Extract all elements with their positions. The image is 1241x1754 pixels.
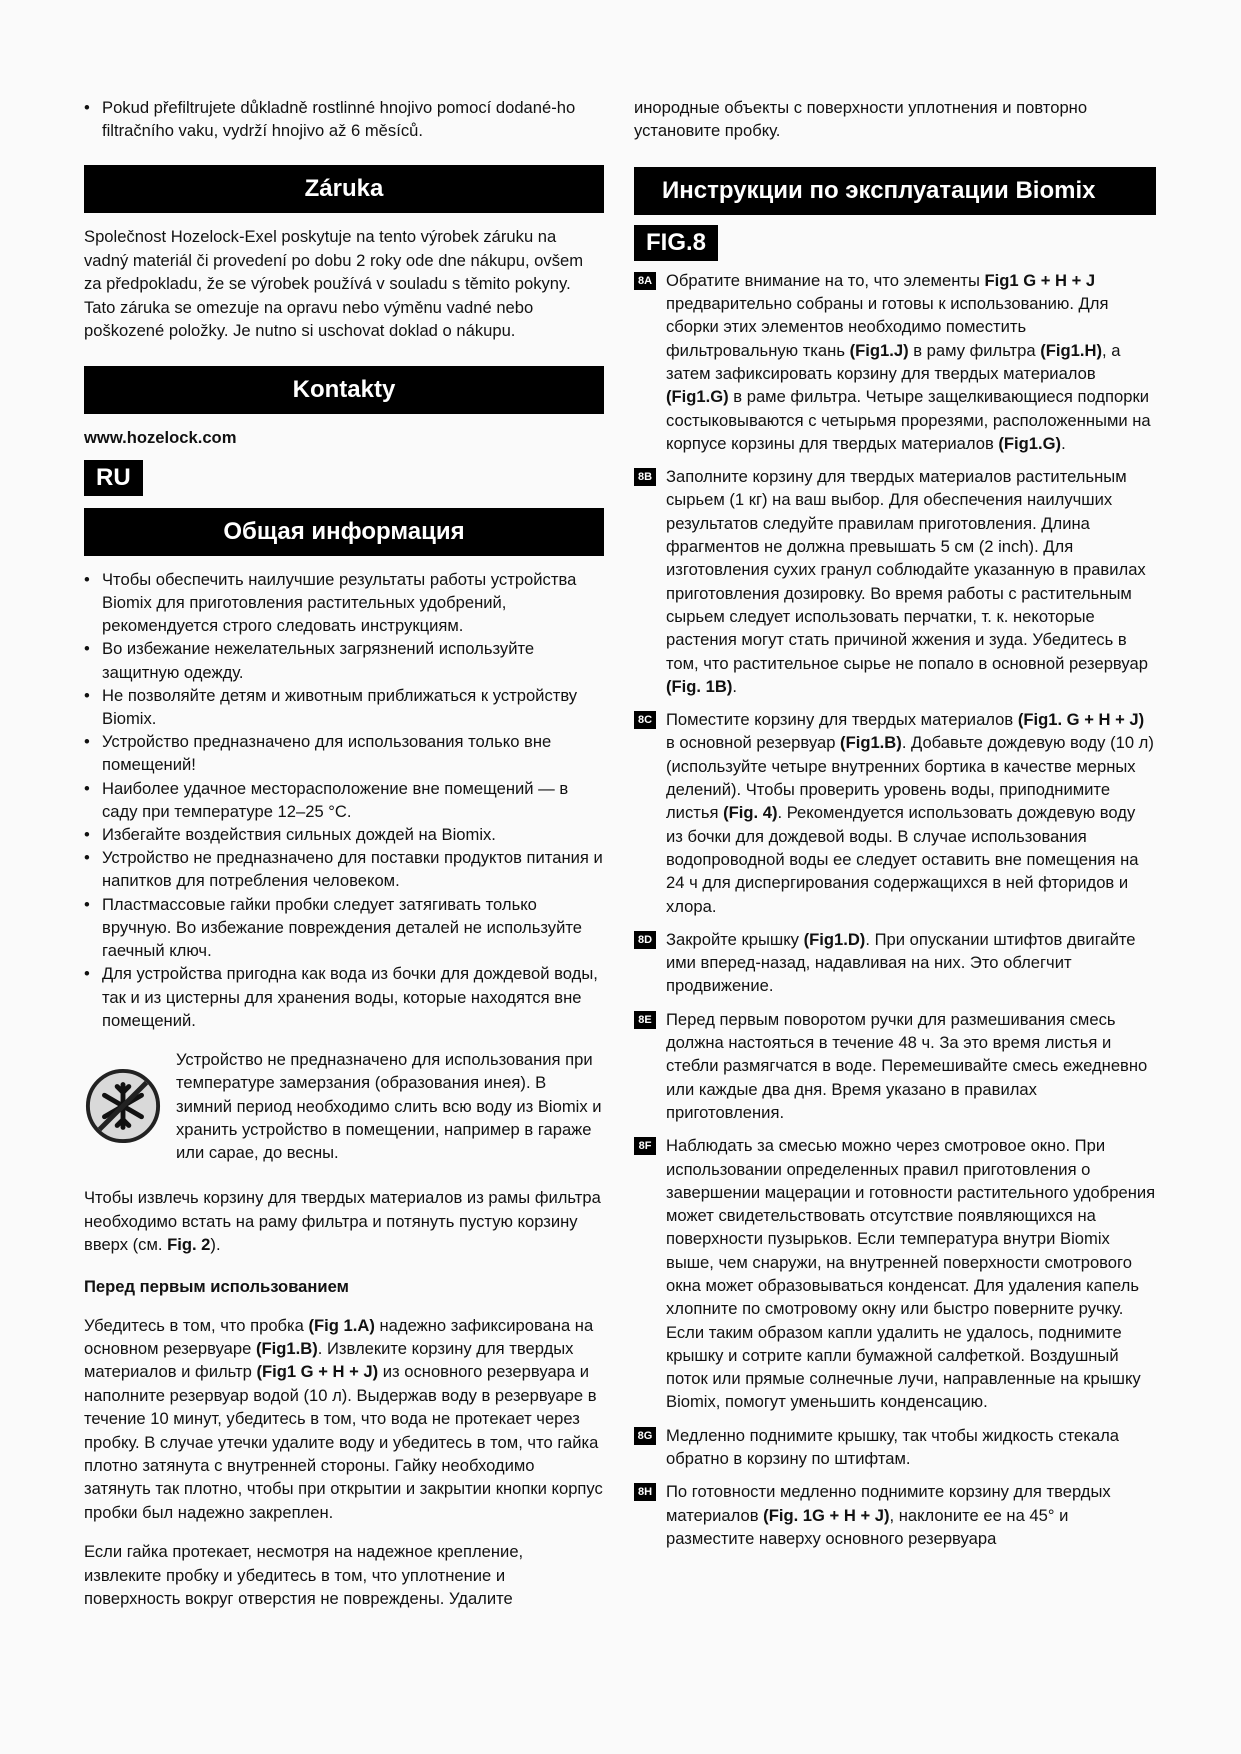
zaruka-text: Společnost Hozelock-Exel poskytuje na tento výrobek záruku na vadný materiál či provedení po dobu 2 roky ode dne nákupu, ovšem za předpokladu, že se výrobek používá v souladu s těmito pokyny. Tato záruka se omezuje na opravu nebo výměnu vadné nebo poškozené položky. Je nutno si uschovat doklad o nákupu. xyxy=(84,227,584,341)
zaruka-heading: Záruka xyxy=(84,165,604,213)
step-badge: 8F xyxy=(634,1137,656,1155)
general-bullet: • Устройство предназначено для использования только вне помещений! xyxy=(84,730,604,776)
right-column xyxy=(634,96,1156,1550)
step-badge: 8C xyxy=(634,711,656,729)
first-use-heading: Перед первым использованием xyxy=(84,1276,349,1296)
lang-tag-ru: RU xyxy=(84,460,143,496)
left-column xyxy=(84,96,604,1610)
intro-bullets xyxy=(84,96,604,142)
continued-text: инородные объекты с поверхности уплотнения и повторно установите пробку. xyxy=(634,98,1088,141)
website-link[interactable]: www.hozelock.com xyxy=(84,428,237,448)
step-badge: 8A xyxy=(634,272,656,290)
general-bullet: • Наиболее удачное месторасположение вне помещений — в саду при температуре 12–25 °C. xyxy=(84,777,604,823)
fig8-tag: FIG.8 xyxy=(634,225,718,261)
step-badge: 8D xyxy=(634,931,656,949)
general-bullet: • Чтобы обеспечить наилучшие результаты работы устройства Biomix для приготовления растительных удобрений, рекомендуется строго следовать инструкциям. xyxy=(84,568,604,638)
step-badge: 8E xyxy=(634,1011,656,1029)
step-badge: 8B xyxy=(634,468,656,486)
general-bullet: • Во избежание нежелательных загрязнений используйте защитную одежду. xyxy=(84,637,604,683)
general-bullet: • Не позволяйте детям и животным приближаться к устройству Biomix. xyxy=(84,684,604,730)
basket-removal-text: Чтобы извлечь корзину для твердых материалов из рамы фильтра необходимо встать на раму фильтра и потянуть пустую корзину вверх (см. Fig. 2). xyxy=(84,1188,601,1255)
step-badge: 8H xyxy=(634,1483,656,1501)
step-8g: 8G Медленно поднимите крышку, так чтобы жидкость стекала обратно в корзину по штифтам. xyxy=(634,1424,1156,1471)
first-use-text: Убедитесь в том, что пробка (Fig 1.A) надежно зафиксирована на основном резервуаре (Fig1.B). Извлеките корзину для твердых материалов и фильтр (Fig1 G + H + J) из основного резервуара и наполните резервуар водой (10 л). Выдержав воду в резервуаре в течение 10 минут, убедитесь в том, что вода не протекает через пробку. В случае утечки удалите воду и убедитесь в том, что гайка плотно затянута с внутренней стороны. Гайку необходимо затянуть так плотно, чтобы при открытии и закрытии кнопки корпус пробки был надежно закреплен. xyxy=(84,1315,603,1522)
step-8e: 8E Перед первым поворотом ручки для размешивания смесь должна настояться в течение 48 ч. За это время листья и стебли размягчатся в воде. Перемешивайте смесь ежедневно или каждые два дня. Время указано в правилах приготовления. xyxy=(634,1008,1156,1124)
step-8c: 8C Поместите корзину для твердых материалов (Fig1. G + H + J) в основной резервуар (Fig1.B). Добавьте дождевую воду (10 л) (используйте четыре внутренних бортика в качестве мерных делений). Чтобы проверить уровень воды, приподнимите листья (Fig. 4). Рекомендуется использовать дождевую воду из бочки для дождевой воды. В случае использования водопроводной воды ее следует оставить вне помещения на 24 ч для диспергирования содержащихся в ней фторидов и хлора. xyxy=(634,708,1156,918)
step-8a: 8A Обратите внимание на то, что элементы Fig1 G + H + J предварительно собраны и готовы к использованию. Для сборки этих элементов необходимо поместить фильтровальную ткань (Fig1.J) в раму фильтра (Fig1.H), а затем зафиксировать корзину для твердых материалов (Fig1.G) в раме фильтра. Четыре защелкивающиеся подпорки состыковываются с четырьмя прорезями, расположенными на корпусе корзины для твердых материалов (Fig1.G). xyxy=(634,269,1156,455)
frost-warning-text: Устройство не предназначено для использования при температуре замерзания (образования инея). В зимний период необходимо слить всю воду из Biomix и хранить устройство в помещении, например в гараже или сарае, до весны. xyxy=(176,1049,602,1163)
frost-warning xyxy=(84,1048,604,1164)
general-bullet: • Избегайте воздействия сильных дождей на Biomix. xyxy=(84,823,604,846)
biomix-instructions-heading: Инструкции по эксплуатации Biomix xyxy=(634,167,1156,215)
kontakty-heading: Kontakty xyxy=(84,366,604,414)
intro-bullet: • Pokud přefiltrujete důkladně rostlinné hnojivo pomocí dodané-ho filtračního vaku, vydrží hnojivo až 6 měsíců. xyxy=(84,96,604,142)
step-8f: 8F Наблюдать за смесью можно через смотровое окно. При использовании определенных правил приготовления о завершении мацерации и готовности растительного удобрения может свидетельствовать отсутствие появляющихся на поверхности пузырьков. Если температура внутри Biomix выше, чем снаружи, на внутренней поверхности смотрового окна может образовываться конденсат. Для удаления капель хлопните по смотровому окну или быстро поверните ручку. Если таким образом капли удалить не удалось, поднимите крышку и сотрите капли бумажной салфеткой. Воздушный поток или прямые солнечные лучи, направленные на крышку Biomix, помогут уменьшить конденсацию. xyxy=(634,1134,1156,1414)
general-bullet: • Устройство не предназначено для поставки продуктов питания и напитков для потребления человеком. xyxy=(84,846,604,892)
general-info-heading: Общая информация xyxy=(84,508,604,556)
no-frost-icon xyxy=(84,1067,162,1145)
leak-text: Если гайка протекает, несмотря на надежное крепление, извлеките пробку и убедитесь в том, что уплотнение и поверхность вокруг отверстия не повреждены. Удалите xyxy=(84,1542,524,1609)
general-bullets xyxy=(84,568,604,1032)
step-8d: 8D Закройте крышку (Fig1.D). При опускании штифтов двигайте ими вперед-назад, надавливая на них. Это облегчит продвижение. xyxy=(634,928,1156,998)
step-8b: 8B Заполните корзину для твердых материалов растительным сырьем (1 кг) на ваш выбор. Для обеспечения наилучших результатов следуйте правилам приготовления. Длина фрагментов не должна превышать 5 см (2 inch). Для изготовления сухих гранул соблюдайте указанную в правилах приготовления дозировку. Во время работы с растительным сырьем следует использовать перчатки, т. к. некоторые растения могут стать причиной жжения и зуда. Убедитесь в том, что растительное сырье не попало в основной резервуар (Fig. 1B). xyxy=(634,465,1156,698)
general-bullet: • Для устройства пригодна как вода из бочки для дождевой воды, так и из цистерны для хранения воды, которые находятся вне помещений. xyxy=(84,962,604,1032)
general-bullet: • Пластмассовые гайки пробки следует затягивать только вручную. Во избежание повреждения деталей не используйте гаечный ключ. xyxy=(84,893,604,963)
step-8h: 8H По готовности медленно поднимите корзину для твердых материалов (Fig. 1G + H + J), наклоните ее на 45° и разместите наверху основного резервуара xyxy=(634,1480,1156,1550)
step-badge: 8G xyxy=(634,1427,656,1445)
